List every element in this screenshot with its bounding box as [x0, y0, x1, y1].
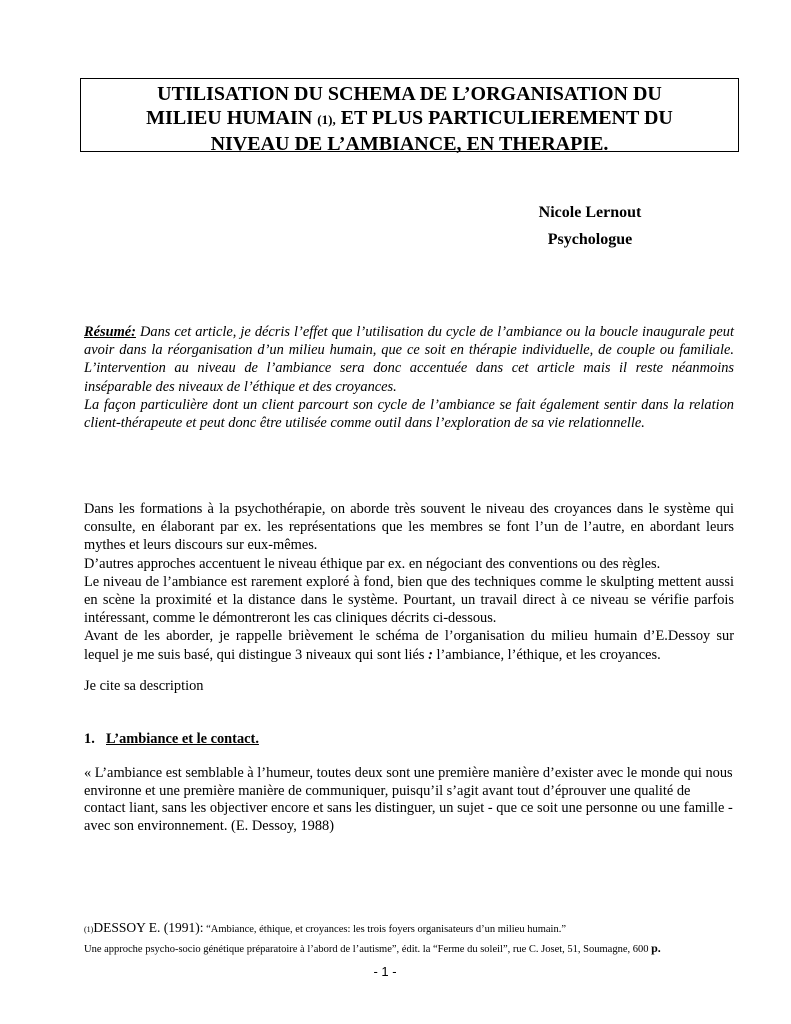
section-1-heading	[84, 730, 734, 748]
author-role: Psychologue	[547, 231, 633, 248]
body-paragraph-4-end: l’ambiance, l’éthique, et les croyances.	[432, 646, 661, 663]
title-line-2-end: ET PLUS PARTICULIEREMENT DU	[335, 107, 673, 129]
title-line-2-start: MILIEU HUMAIN	[146, 107, 318, 129]
body-paragraph-4-start: Avant de les aborder, je rappelle brièvement le schéma de l’organisation du milieu humain d’E.Dessoy sur lequel je me suis basé, qui distingue 3 niveaux qui sont liés	[84, 628, 734, 663]
body-paragraph-4-colon: :	[428, 646, 433, 663]
body-paragraph-4	[84, 627, 734, 663]
footnote-line-2	[84, 941, 744, 957]
page-number: - 1 -	[373, 964, 397, 979]
author-name: Nicole Lernout	[538, 204, 642, 221]
footnote-pages-abbrev: p.	[651, 941, 661, 955]
footnote-line-1	[84, 921, 734, 937]
abstract-label: Résumé:	[84, 324, 136, 340]
footnote-publication: Une approche psycho-socio génétique préparatoire à l’abord de l’autisme”, édit. la “Ferme du soleil”, rue C. Joset, 51, Soumagne, 600	[84, 944, 652, 955]
body-paragraph-1: Dans les formations à la psychothérapie, on aborde très souvent le niveau des croyances dans le système qui consulte, en élaborant par ex. les représentations que les membres se font l’un de l’autre, en abordant leurs mythes et leurs discours sur eux-mêmes.	[84, 501, 734, 554]
section-1-number: 1.	[84, 731, 95, 747]
document-title	[80, 78, 739, 155]
body-paragraph-3: Le niveau de l’ambiance est rarement exploré à fond, bien que des techniques comme le skulpting mettent aussi en scène la proximité et la distance dans le système. Pourtant, un travail direct à ce niveau se vérifie parfois intéressant, comme le démontreront les cas cliniques décrits ci-dessous.	[84, 573, 734, 627]
title-line-1: UTILISATION DU SCHEMA DE L’ORGANISATION DU	[157, 83, 662, 105]
title-footnote-ref: (1),	[317, 112, 336, 127]
section-1-title: L’ambiance et le contact.	[106, 731, 259, 747]
abstract	[84, 323, 734, 432]
body-text	[84, 500, 734, 664]
footnote-title: “Ambiance, éthique, et croyances: les trois foyers organisateurs d’un milieu humain.”	[203, 924, 566, 935]
title-line-3: NIVEAU DE L’AMBIANCE, EN THERAPIE.	[210, 133, 609, 155]
abstract-text-1: Dans cet article, je décris l’effet que l’utilisation du cycle de l’ambiance ou la boucle inaugurale peut avoir dans la réorganisation d’un milieu humain, que ce soit en thérapie individuelle, de couple ou familiale. L’intervention au niveau de l’ambiance sera donc accentuée dans cet article mais il reste néanmoins inséparable des niveaux de l’éthique et des croyances.	[84, 324, 734, 395]
title-line-2	[81, 106, 738, 132]
abstract-paragraph-1	[84, 323, 734, 396]
body-paragraph-5: Je cite sa description	[84, 678, 204, 694]
body-paragraph-2: D’autres approches accentuent le niveau éthique par ex. en négociant des conventions ou des règles.	[84, 555, 661, 572]
abstract-paragraph-2: La façon particulière dont un client parcourt son cycle de l’ambiance se fait également sentir dans la relation client-thérapeute et peut donc être utilisée comme outil dans l’exploration de sa vie relationnelle.	[84, 396, 734, 432]
section-1-quote: « L’ambiance est semblable à l’humeur, toutes deux sont une première manière d’exister avec le monde qui nous environne et une première manière de communiquer, puisqu’il s’agit avant tout d’éprouver une qualité de contact liant, sans les objectiver encore et sans les distinguer, un sujet - que ce soit une personne ou une famille - avec son environnement. (E. Dessoy, 1988)	[84, 765, 733, 834]
footnote-marker: (1)	[84, 925, 94, 934]
footnote-author: DESSOY E. (1991):	[93, 920, 204, 935]
